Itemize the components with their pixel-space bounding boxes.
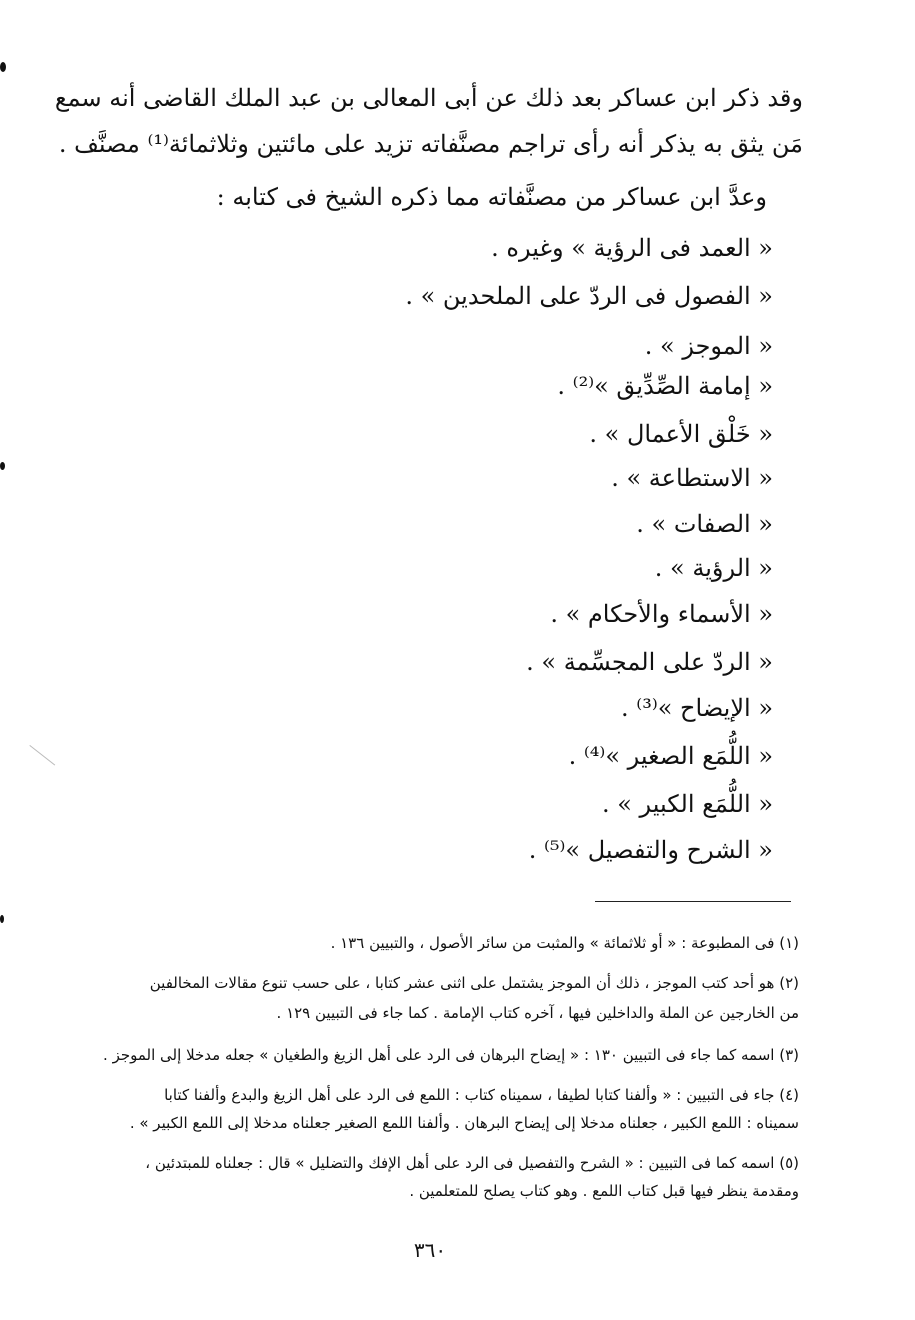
work-item: « الموجز » .	[644, 332, 773, 360]
margin-mark	[0, 462, 5, 470]
work-item: « الاستطاعة » .	[611, 464, 773, 492]
page-number: ٣٦٠	[413, 1238, 447, 1262]
intro-line-3: وعدَّ ابن عساكر من مصنَّفاته مما ذكره الشيخ فى كتابه :	[216, 183, 767, 211]
footnote-separator	[595, 901, 791, 902]
work-item: « الردّ على المجسِّمة » .	[526, 648, 773, 676]
work-item: « الشرح والتفصيل »⁽⁵⁾ .	[528, 836, 773, 864]
work-item: « الفصول فى الردّ على الملحدين » .	[405, 282, 773, 310]
footnote-line: (٣) اسمه كما جاء فى التبيين ١٣٠ : « إيضاح البرهان فى الرد على أهل الزيغ والطغيان » جعله مدخلا إلى الموجز .	[103, 1046, 799, 1064]
margin-mark	[0, 62, 6, 72]
intro-line-2: مَن يثق به يذكر أنه رأى تراجم مصنَّفاته تزيد على مائتين وثلاثمائة⁽¹⁾ مصنَّف .	[58, 130, 803, 158]
footnote-line: سميناه : اللمع الكبير ، جعلناه مدخلا إلى إيضاح البرهان . وألفنا اللمع الصغير جعلناه مدخلا إلى اللمع الكبير » .	[129, 1114, 799, 1132]
footnote-line: (٥) اسمه كما فى التبيين : « الشرح والتفصيل فى الرد على أهل الإفك والتضليل » قال : جعلناه للمبتدئين ،	[145, 1154, 799, 1172]
work-item: « الرؤية » .	[654, 554, 773, 582]
work-item: « اللُّمَع الصغير »⁽⁴⁾ .	[568, 742, 773, 770]
margin-mark	[0, 915, 4, 923]
work-item: « الإيضاح »⁽³⁾ .	[621, 694, 773, 722]
work-item: « خَلْق الأعمال » .	[589, 420, 773, 448]
intro-line-1: وقد ذكر ابن عساكر بعد ذلك عن أبى المعالى بن عبد الملك القاضى أنه سمع	[54, 84, 803, 112]
work-item: « العمد فى الرؤية » وغيره .	[491, 234, 773, 262]
work-item: « إمامة الصِّدِّيق »⁽²⁾ .	[557, 372, 773, 400]
work-item: « الأسماء والأحكام » .	[550, 600, 773, 628]
footnote-line: (٤) جاء فى التبيين : « وألفنا كتابا لطيفا ، سميناه كتاب : اللمع فى الرد على أهل الزيغ والبدع وألفنا كتابا	[164, 1086, 799, 1104]
footnote-line: من الخارجين عن الملة والداخلين فيها ، آخره كتاب الإمامة . كما جاء فى التبيين ١٢٩ .	[276, 1004, 799, 1022]
footnote-line: (٢) هو أحد كتب الموجز ، ذلك أن الموجز يشتمل على اثنى عشر كتابا ، على حسب تنوع مقالات المخالفين	[149, 974, 799, 992]
footnote-line: (١) فى المطبوعة : « أو ثلاثمائة » والمثبت من سائر الأصول ، والتبيين ١٣٦ .	[330, 934, 799, 952]
scan-scratch	[29, 745, 55, 765]
work-item: « الصفات » .	[636, 510, 773, 538]
footnote-line: ومقدمة ينظر فيها قبل كتاب اللمع . وهو كتاب يصلح للمتعلمين .	[409, 1182, 799, 1200]
work-item: « اللُّمَع الكبير » .	[601, 790, 773, 818]
